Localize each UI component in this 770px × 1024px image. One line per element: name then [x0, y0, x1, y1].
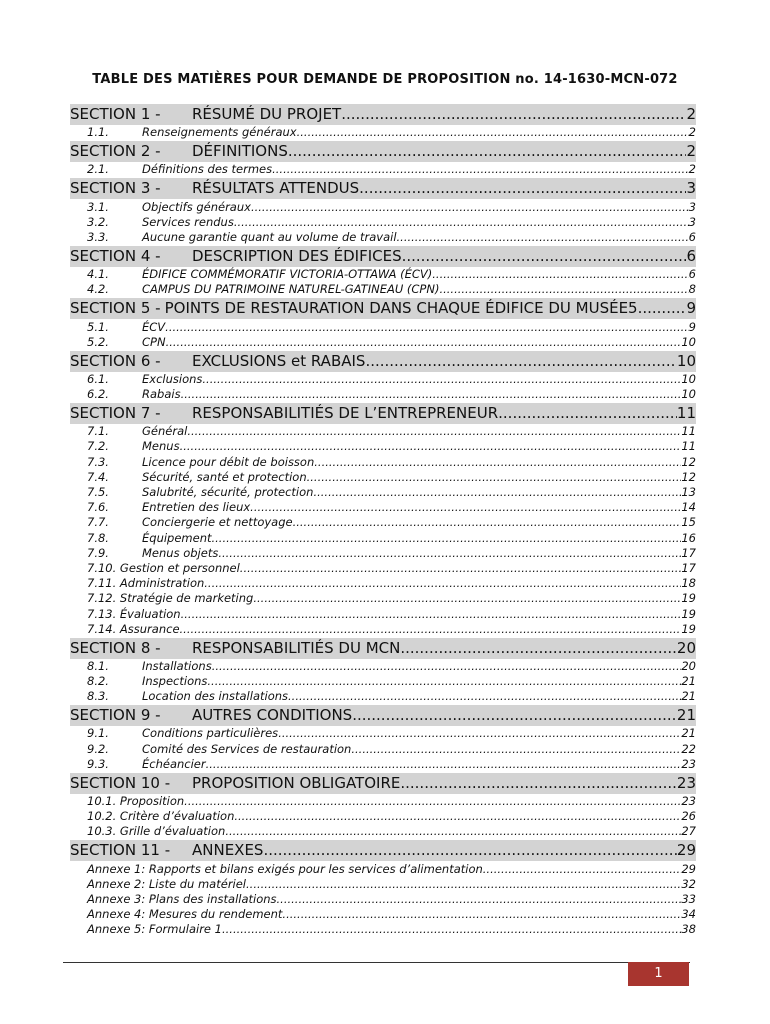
toc-section-entry	[70, 104, 696, 125]
toc-subsection-number: 7.1.	[87, 424, 109, 439]
toc-page-number: 18	[681, 576, 696, 591]
toc-section-number: SECTION 2 -	[70, 142, 161, 161]
toc-leader-dots	[187, 424, 681, 439]
toc-subsection-number: 1.1.	[87, 125, 109, 140]
toc-subsection-entry	[70, 454, 696, 469]
toc-leader-dots	[313, 485, 681, 500]
toc-section-entry	[70, 178, 696, 199]
toc-page-number: 2	[686, 142, 696, 161]
toc-leader-dots	[184, 794, 681, 809]
toc-section-entry	[70, 840, 696, 861]
toc-leader-dots	[206, 757, 682, 772]
toc-page-number: 38	[681, 922, 696, 937]
toc-subsection-title: Sécurité, santé et protection	[142, 469, 307, 484]
toc-subsection-entry	[70, 622, 696, 637]
toc-annex-title: Annexe 5: Formulaire 1	[87, 922, 222, 937]
toc-subsection-number: 5.1.	[87, 319, 109, 334]
toc-subsection-entry	[70, 215, 696, 230]
toc-subsection-entry	[70, 576, 696, 591]
toc-section-entry	[70, 141, 696, 162]
toc-page-number: 17	[681, 545, 696, 560]
toc-leader-dots	[202, 372, 681, 387]
toc-subsection-entry	[70, 809, 696, 824]
toc-page-number: 29	[681, 861, 696, 876]
toc-section-title: RÉSULTATS ATTENDUS	[192, 179, 360, 198]
toc-leader-dots	[400, 773, 677, 794]
toc-page-number: 11	[676, 404, 696, 423]
toc-section-number: SECTION 3 -	[70, 179, 161, 198]
toc-page-number: 17	[681, 560, 696, 575]
toc-subsection-entry	[70, 794, 696, 809]
toc-page-number: 11	[681, 439, 696, 454]
footer-divider	[63, 962, 690, 963]
toc-leader-dots	[204, 576, 681, 591]
toc-leader-dots	[166, 335, 682, 350]
toc-page-number: 15	[681, 515, 696, 530]
toc-leader-dots	[341, 104, 686, 125]
toc-subsection-title: Conditions particulières	[142, 726, 279, 741]
toc-section-title: EXCLUSIONS et RABAIS	[192, 351, 366, 370]
toc-leader-dots	[352, 705, 677, 726]
toc-page-number: 27	[681, 824, 696, 839]
toc-subsection-entry	[70, 757, 696, 772]
toc-subsection-title: ÉCV	[142, 319, 166, 334]
toc-leader-dots	[288, 689, 681, 704]
toc-section-number: SECTION 1 -	[70, 105, 161, 123]
toc-leader-dots	[250, 500, 681, 515]
toc-subsection-entry	[70, 530, 696, 545]
toc-subsection-title: 10.2. Critère d’évaluation	[87, 809, 235, 824]
toc-leader-dots	[278, 726, 681, 741]
toc-page-number: 21	[676, 706, 696, 725]
toc-subsection-title: Services rendus	[142, 214, 234, 229]
toc-leader-dots	[180, 622, 682, 637]
toc-page-number: 12	[681, 454, 696, 469]
toc-page-number: 19	[681, 591, 696, 606]
toc-leader-dots	[240, 561, 682, 576]
toc-subsection-title: Rabais	[142, 387, 181, 402]
toc-section-entry	[70, 638, 696, 659]
document-title: TABLE DES MATIÈRES POUR DEMANDE DE PROPOSITION no. 14-1630-MCN-072	[92, 72, 678, 87]
toc-subsection-title: 7.12. Stratégie de marketing	[87, 591, 254, 606]
toc-subsection-entry	[70, 387, 696, 402]
toc-leader-dots	[246, 877, 681, 892]
toc-page-number: 13	[681, 485, 696, 499]
toc-subsection-entry	[70, 741, 696, 756]
toc-leader-dots	[272, 162, 689, 177]
toc-leader-dots	[439, 282, 688, 297]
toc-subsection-title: Comité des Services de restauration	[142, 741, 352, 756]
toc-leader-dots	[263, 840, 676, 861]
toc-section-title: AUTRES CONDITIONS	[192, 706, 353, 725]
toc-subsection-number: 7.4.	[87, 469, 109, 484]
toc-subsection-entry	[70, 125, 696, 140]
toc-leader-dots	[297, 125, 689, 140]
toc-subsection-number: 7.7.	[87, 515, 109, 530]
toc-leader-dots	[234, 215, 689, 230]
toc-page-number: 9	[688, 319, 696, 334]
toc-subsection-entry	[70, 162, 696, 177]
toc-section-title: POINTS DE RESTAURATION DANS CHAQUE ÉDIFICE DU MUSÉE5	[164, 299, 638, 318]
toc-section-number: SECTION 8 -	[70, 638, 161, 657]
toc-leader-dots	[181, 607, 682, 622]
toc-annex-title: Annexe 3: Plans des installations	[87, 891, 277, 906]
toc-subsection-entry	[70, 372, 696, 387]
toc-subsection-number: 4.2.	[87, 282, 109, 297]
toc-annex-entry	[70, 907, 696, 922]
toc-section-title: DESCRIPTION DES ÉDIFICES	[192, 246, 402, 265]
toc-subsection-title: 7.11. Administration	[87, 576, 205, 591]
toc-annex-entry	[70, 877, 696, 892]
toc-subsection-title: Définitions des termes	[142, 162, 273, 177]
toc-subsection-title: Inspections	[142, 674, 208, 689]
toc-subsection-entry	[70, 424, 696, 439]
toc-leader-dots	[307, 470, 682, 485]
toc-subsection-number: 8.1.	[87, 658, 109, 673]
toc-section-entry	[70, 351, 696, 372]
toc-subsection-title: 7.13. Évaluation	[87, 606, 181, 621]
toc-leader-dots	[288, 141, 687, 162]
toc-subsection-number: 3.2.	[87, 214, 109, 229]
toc-subsection-title: Menus objets	[142, 545, 219, 560]
toc-section-number: SECTION 7 -	[70, 404, 161, 423]
toc-subsection-number: 6.1.	[87, 371, 109, 386]
toc-subsection-entry	[70, 546, 696, 561]
toc-subsection-entry	[70, 319, 696, 334]
toc-page-number: 3	[688, 214, 696, 229]
toc-section-number: SECTION 9 -	[70, 706, 161, 725]
toc-leader-dots	[282, 907, 681, 922]
toc-page-number: 6	[688, 229, 696, 244]
toc-subsection-entry	[70, 726, 696, 741]
toc-subsection-number: 9.3.	[87, 756, 109, 771]
toc-subsection-title: Conciergerie et nettoyage	[142, 515, 293, 530]
toc-leader-dots	[180, 439, 682, 454]
toc-subsection-entry	[70, 606, 696, 621]
toc-leader-dots	[498, 403, 677, 424]
toc-page-number: 3	[686, 179, 696, 198]
toc-annex-title: Annexe 1: Rapports et bilans exigés pour les services d’alimentation	[87, 861, 483, 876]
toc-page-number: 21	[681, 674, 696, 689]
toc-subsection-number: 9.2.	[87, 741, 109, 756]
toc-annex-entry	[70, 861, 696, 876]
toc-subsection-title: Objectifs généraux	[142, 199, 251, 214]
toc-subsection-title: 10.1. Proposition	[87, 794, 185, 808]
toc-page-number: 29	[676, 841, 696, 860]
toc-subsection-entry	[70, 515, 696, 530]
toc-subsection-title: 10.3. Grille d’évaluation	[87, 824, 226, 839]
toc-page-number: 10	[681, 371, 696, 386]
toc-subsection-entry	[70, 335, 696, 350]
toc-subsection-entry	[70, 674, 696, 689]
toc-page-number: 20	[681, 658, 696, 673]
toc-subsection-number: 7.6.	[87, 500, 109, 515]
toc-annex-title: Annexe 2: Liste du matériel	[87, 876, 247, 891]
toc-subsection-title: 7.10. Gestion et personnel	[87, 560, 240, 575]
page-number-badge: 1	[628, 962, 689, 986]
toc-subsection-number: 6.2.	[87, 387, 109, 402]
toc-page-number: 19	[681, 606, 696, 621]
toc-section-number: SECTION 5 -	[70, 299, 161, 318]
toc-leader-dots	[365, 351, 676, 372]
toc-subsection-entry	[70, 824, 696, 839]
toc-leader-dots	[253, 591, 681, 606]
toc-subsection-title: Exclusions	[142, 371, 203, 386]
toc-subsection-entry	[70, 230, 696, 245]
toc-leader-dots	[359, 178, 686, 199]
toc-section-entry	[70, 298, 696, 319]
toc-section-number: SECTION 4 -	[70, 246, 161, 265]
toc-subsection-title: Location des installations	[142, 689, 289, 704]
toc-leader-dots	[212, 659, 682, 674]
toc-section-entry	[70, 705, 696, 726]
toc-subsection-title: Renseignements généraux	[142, 125, 297, 140]
toc-subsection-number: 8.2.	[87, 674, 109, 689]
toc-leader-dots	[212, 531, 682, 546]
toc-page-number: 14	[681, 500, 696, 515]
toc-subsection-title: Général	[142, 424, 188, 439]
toc-leader-dots	[397, 230, 689, 245]
toc-subsection-entry	[70, 439, 696, 454]
toc-section-entry	[70, 773, 696, 794]
toc-page-number: 10	[681, 387, 696, 402]
toc-subsection-number: 8.3.	[87, 689, 109, 704]
toc-leader-dots	[293, 515, 682, 530]
toc-subsection-title: Équipement	[142, 530, 212, 545]
toc-section-title: RÉSUMÉ DU PROJET	[192, 105, 342, 123]
toc-leader-dots	[234, 809, 681, 824]
toc-page-number: 23	[676, 773, 696, 792]
toc-section-entry	[70, 246, 696, 267]
toc-subsection-title: Entretien des lieux	[142, 500, 251, 515]
toc-page-number: 16	[681, 530, 696, 545]
toc-subsection-entry	[70, 267, 696, 282]
toc-leader-dots	[277, 892, 682, 907]
toc-page-number: 21	[681, 689, 696, 704]
toc-subsection-entry	[70, 561, 696, 576]
toc-subsection-number: 3.1.	[87, 199, 109, 214]
toc-page-number: 22	[681, 741, 696, 756]
toc-page-number: 26	[681, 809, 696, 824]
toc-subsection-title: Installations	[142, 658, 212, 673]
toc-subsection-title: Échéancier	[142, 756, 206, 771]
toc-section-title: PROPOSITION OBLIGATOIRE	[192, 773, 401, 792]
toc-page-number: 3	[688, 199, 696, 214]
toc-subsection-number: 3.3.	[87, 229, 109, 244]
toc-subsection-entry	[70, 500, 696, 515]
toc-subsection-entry	[70, 199, 696, 214]
toc-page-number: 32	[681, 876, 696, 891]
toc-subsection-entry	[70, 689, 696, 704]
toc-annex-entry	[70, 922, 696, 937]
toc-page-number: 12	[681, 469, 696, 484]
toc-leader-dots	[181, 387, 682, 402]
toc-page-number: 10	[676, 351, 696, 370]
toc-subsection-entry	[70, 282, 696, 297]
toc-leader-dots	[402, 246, 687, 267]
toc-section-title: RESPONSABILITIÉS DE L’ENTREPRENEUR	[192, 404, 499, 423]
toc-leader-dots	[218, 546, 681, 561]
toc-leader-dots	[251, 200, 689, 215]
toc-section-entry	[70, 403, 696, 424]
toc-page-number: 2	[686, 105, 696, 123]
toc-page-number: 10	[681, 334, 696, 349]
toc-section-number: SECTION 10 -	[70, 773, 171, 792]
toc-subsection-number: 2.1.	[87, 162, 109, 177]
toc-page-number: 8	[688, 282, 696, 297]
toc-section-title: ANNEXES	[192, 841, 264, 860]
toc-page-number: 11	[681, 424, 696, 439]
toc-section-number: SECTION 11 -	[70, 841, 171, 860]
toc-subsection-title: ÉDIFICE COMMÉMORATIF VICTORIA-OTTAWA (ÉCV)	[142, 267, 433, 282]
toc-subsection-number: 7.5.	[87, 485, 109, 499]
toc-subsection-title: Salubrité, sécurité, protection	[142, 485, 314, 499]
toc-page-number: 34	[681, 907, 696, 922]
toc-subsection-number: 5.2.	[87, 334, 109, 349]
toc-subsection-title: Aucune garantie quant au volume de travail	[142, 229, 397, 244]
toc-subsection-title: 7.14. Assurance	[87, 621, 180, 636]
toc-leader-dots	[638, 298, 687, 319]
toc-subsection-number: 9.1.	[87, 726, 109, 741]
toc-subsection-entry	[70, 591, 696, 606]
toc-subsection-number: 7.9.	[87, 545, 109, 560]
toc-annex-title: Annexe 4: Mesures du rendement	[87, 907, 283, 922]
toc-leader-dots	[432, 267, 688, 282]
table-of-contents	[70, 103, 696, 937]
toc-page-number: 20	[676, 638, 696, 657]
toc-section-title: DÉFINITIONS	[192, 142, 288, 161]
toc-subsection-title: CPN	[142, 334, 166, 349]
toc-subsection-entry	[70, 470, 696, 485]
toc-leader-dots	[207, 674, 681, 689]
toc-page-number: 23	[681, 794, 696, 808]
toc-subsection-number: 7.8.	[87, 530, 109, 545]
toc-subsection-title: CAMPUS DU PATRIMOINE NATUREL-GATINEAU (CPN)	[142, 282, 440, 297]
toc-page-number: 6	[686, 246, 696, 265]
toc-page-number: 33	[681, 891, 696, 906]
toc-page-number: 6	[688, 267, 696, 282]
toc-section-number: SECTION 6 -	[70, 351, 161, 370]
toc-subsection-number: 7.2.	[87, 439, 109, 454]
toc-page-number: 2	[688, 162, 696, 177]
toc-leader-dots	[222, 922, 681, 937]
toc-page-number: 21	[681, 726, 696, 741]
toc-leader-dots	[225, 824, 681, 839]
toc-page-number: 9	[686, 299, 696, 318]
toc-subsection-title: Menus	[142, 439, 180, 454]
toc-leader-dots	[400, 638, 677, 659]
toc-leader-dots	[314, 455, 681, 470]
toc-section-title: RESPONSABILITIÉS DU MCN	[192, 638, 401, 657]
toc-leader-dots	[165, 320, 689, 335]
toc-subsection-title: Licence pour débit de boisson	[142, 454, 315, 469]
toc-leader-dots	[483, 862, 682, 877]
toc-page-number: 23	[681, 756, 696, 771]
toc-subsection-number: 4.1.	[87, 267, 109, 282]
toc-subsection-entry	[70, 659, 696, 674]
toc-page-number: 2	[688, 125, 696, 140]
toc-page-number: 19	[681, 621, 696, 636]
toc-leader-dots	[351, 742, 681, 757]
toc-annex-entry	[70, 892, 696, 907]
toc-subsection-number: 7.3.	[87, 454, 109, 469]
toc-subsection-entry	[70, 485, 696, 500]
